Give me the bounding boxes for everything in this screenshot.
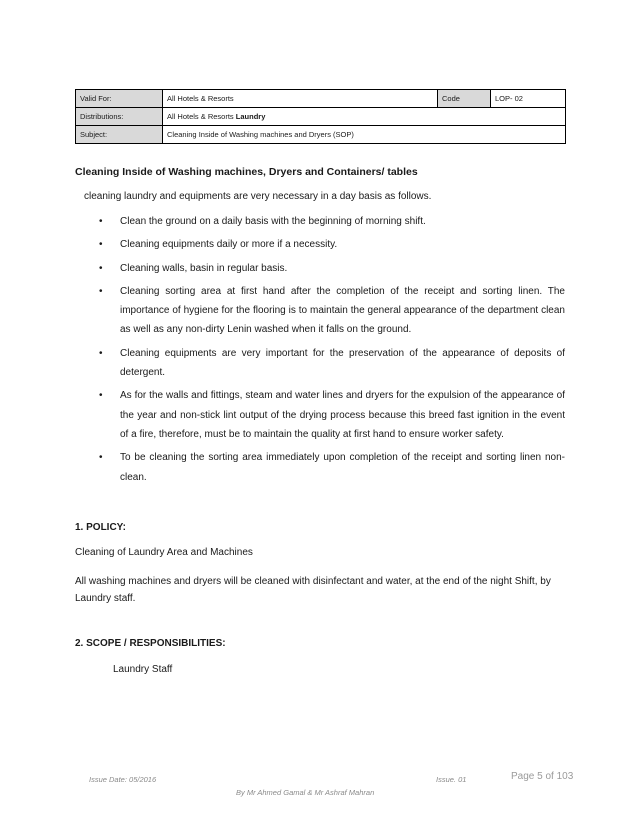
list-item bbox=[99, 448, 565, 487]
bullet-icon: • bbox=[99, 285, 103, 297]
distributions-value-cell bbox=[163, 108, 566, 126]
bullet-icon: • bbox=[99, 239, 103, 251]
footer-page-number: Page 5 of 103 bbox=[511, 771, 574, 782]
distributions-label: Distributions: bbox=[76, 108, 163, 126]
list-item bbox=[99, 386, 565, 444]
list-item-text: Cleaning equipments daily or more if a necessity. bbox=[120, 239, 338, 251]
list-item-text: Cleaning sorting area at first hand after the completion of the receipt and sorting linen. The importance of hygiene for the flooring is to maintain the general appearance of the department clean as well as any non-dirty Lenin washed when it falls on the ground. bbox=[120, 285, 565, 336]
valid-for-value: All Hotels & Resorts bbox=[163, 90, 438, 108]
list-item bbox=[99, 282, 565, 340]
list-item bbox=[99, 212, 565, 231]
list-item-text: Cleaning walls, basin in regular basis. bbox=[120, 262, 288, 274]
policy-line-1: Cleaning of Laundry Area and Machines bbox=[75, 547, 253, 558]
subject-label: Subject: bbox=[76, 126, 163, 144]
list-item bbox=[99, 259, 565, 278]
list-item bbox=[99, 235, 565, 254]
list-item-text: To be cleaning the sorting area immediately upon completion of the receipt and sorting linen non-clean. bbox=[120, 452, 565, 483]
code-value: LOP- 02 bbox=[491, 90, 566, 108]
list-item-text: Clean the ground on a daily basis with the beginning of morning shift. bbox=[120, 216, 426, 227]
subject-value: Cleaning Inside of Washing machines and Dryers (SOP) bbox=[163, 126, 566, 144]
cleaning-bullet-list bbox=[99, 212, 565, 491]
footer-issue: Issue. 01 bbox=[436, 775, 467, 784]
code-label: Code bbox=[438, 90, 491, 108]
distributions-value: All Hotels & Resorts bbox=[167, 112, 236, 121]
scope-heading: 2. SCOPE / RESPONSIBILITIES: bbox=[75, 638, 226, 649]
header-row-valid-for bbox=[76, 90, 566, 108]
bullet-icon: • bbox=[99, 452, 103, 464]
valid-for-label: Valid For: bbox=[76, 90, 163, 108]
footer-authors: By Mr Ahmed Gamal & Mr Ashraf Mahran bbox=[236, 788, 375, 797]
header-row-distributions bbox=[76, 108, 566, 126]
bullet-icon: • bbox=[99, 347, 103, 359]
bullet-icon: • bbox=[99, 390, 103, 402]
bullet-icon: • bbox=[99, 216, 103, 227]
list-item bbox=[99, 344, 565, 383]
section-intro: cleaning laundry and equipments are very necessary in a day basis as follows. bbox=[84, 191, 432, 202]
distributions-value-bold: Laundry bbox=[235, 112, 266, 121]
section-title: Cleaning Inside of Washing machines, Dryers and Containers/ tables bbox=[75, 166, 418, 178]
header-row-subject bbox=[76, 126, 566, 144]
footer-issue-date: Issue Date: 05/2016 bbox=[89, 775, 157, 784]
scope-line-1: Laundry Staff bbox=[113, 664, 173, 675]
policy-line-2: All washing machines and dryers will be cleaned with disinfectant and water, at the end of the night Shift, by Laundry staff. bbox=[75, 576, 551, 604]
list-item-text: As for the walls and fittings, steam and water lines and dryers for the expulsion of the appearance of the year and non-stick lint output of the drying process because this breed fast ignition in the event of a fire, therefore, must be to maintain the quality at first hand to ensure worker safety. bbox=[120, 390, 565, 440]
document-header-table bbox=[75, 89, 566, 144]
list-item-text: Cleaning equipments are very important for the preservation of the appearance of deposits of detergent. bbox=[120, 347, 565, 379]
policy-heading: 1. POLICY: bbox=[75, 522, 126, 533]
bullet-icon: • bbox=[99, 262, 103, 274]
